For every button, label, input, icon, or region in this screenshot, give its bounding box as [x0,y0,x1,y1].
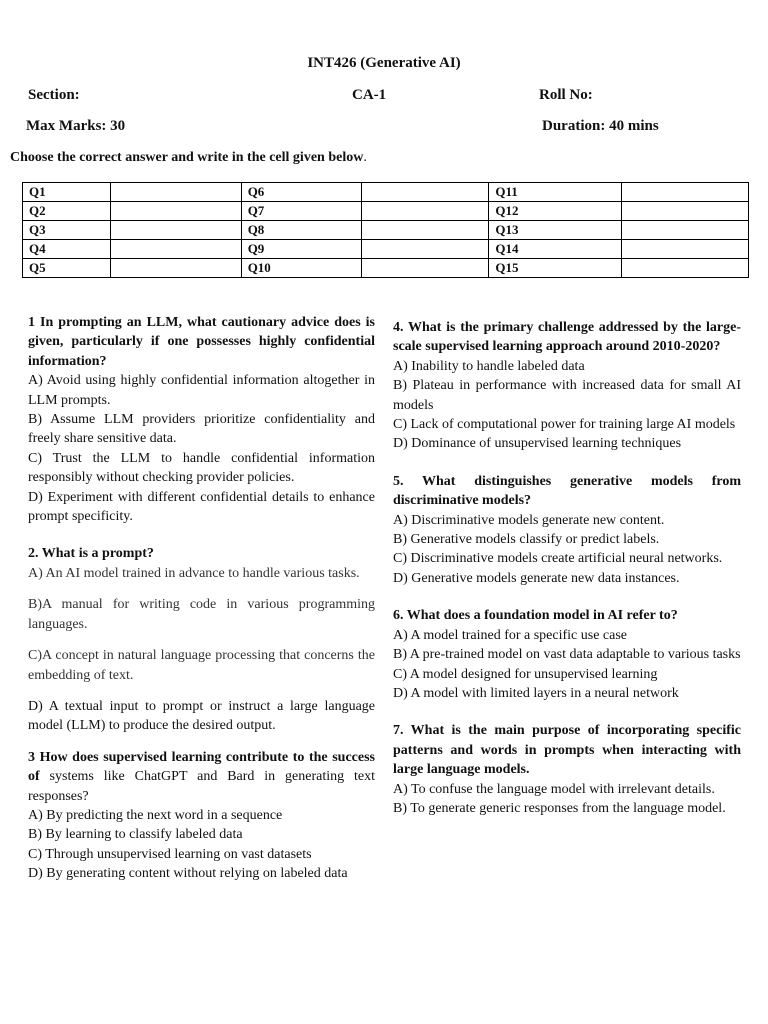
q4-option-a: A) Inability to handle labeled data [393,358,585,374]
answer-label: Q1 [23,183,111,202]
answer-cell[interactable] [622,221,749,240]
q2-option-d: D) A textual input to prompt or instruct a large language model (LLM) to produce the desired output. [28,698,375,734]
question-3 [28,748,375,806]
q5-option-a: A) Discriminative models generate new content. [393,512,665,528]
q2-option-c: C)A concept in natural language processing that concerns the embedding of text. [28,648,375,683]
instruction [10,150,367,166]
q1-option-b: B) Assume LLM providers prioritize confidentiality and freely share sensitive data. [28,412,375,447]
question-1: 1 In prompting an LLM, what cautionary advice does is given, particularly if one possesses highly confidential information? [28,315,375,369]
q1-option-d: D) Experiment with different confidential details to enhance prompt specificity. [28,489,375,525]
q3-option-b: B) By learning to classify labeled data [28,827,243,843]
question-5: 5. What distinguishes generative models from discriminative models? [393,473,741,509]
answer-label: Q10 [241,259,361,278]
answer-label: Q9 [241,240,361,259]
instruction-text: Choose the correct answer and write in the cell given below [10,150,364,165]
answer-cell[interactable] [361,240,489,259]
max-marks: Max Marks: 30 [26,118,126,134]
q7-option-a: A) To confuse the language model with irrelevant details. [393,781,715,797]
answer-label: Q2 [23,202,111,221]
q4-option-c: C) Lack of computational power for training large AI models [393,417,736,433]
answer-cell[interactable] [622,183,749,202]
q6-option-c: C) A model designed for unsupervised learning [393,666,658,682]
question-4: 4. What is the primary challenge addressed by the large-scale supervised learning approach around 2010-2020? [393,320,741,355]
answer-label: Q7 [241,202,361,221]
q6-option-d: D) A model with limited layers in a neural network [393,685,679,701]
question-2: 2. What is a prompt? [28,546,154,562]
right-column [393,318,741,818]
q5-option-c: C) Discriminative models create artificial neural networks. [393,551,723,567]
answer-cell[interactable] [110,183,241,202]
answer-cell[interactable] [110,240,241,259]
q2-option-a: A) An AI model trained in advance to handle various tasks. [28,565,360,581]
answer-cell[interactable] [361,259,489,278]
left-column [28,313,375,884]
answer-cell[interactable] [622,259,749,278]
q7-option-b: B) To generate generic responses from the language model. [393,800,726,816]
q3-option-c: C) Through unsupervised learning on vast datasets [28,846,312,862]
q1-option-a: A) Avoid using highly confidential information altogether in LLM prompts. [28,373,375,408]
answer-label: Q3 [23,221,111,240]
q4-option-b: B) Plateau in performance with increased data for small AI models [393,378,741,413]
answer-cell[interactable] [110,259,241,278]
answer-label: Q4 [23,240,111,259]
answer-label: Q5 [23,259,111,278]
q6-option-b: B) A pre-trained model on vast data adaptable to various tasks [393,647,741,663]
q3-option-d: D) By generating content without relying on labeled data [28,866,348,882]
ca-label: CA-1 [352,87,387,103]
q4-option-d: D) Dominance of unsupervised learning techniques [393,436,682,452]
answer-row [23,183,749,202]
answer-label: Q8 [241,221,361,240]
instruction-period: . [363,150,367,165]
section-label: Section: [28,87,80,103]
answer-row [23,221,749,240]
answer-label: Q6 [241,183,361,202]
q2-option-b: B)A manual for writing code in various programming languages. [28,597,375,632]
answer-label: Q15 [489,259,622,278]
q6-option-a: A) A model trained for a specific use case [393,627,628,643]
answer-row [23,259,749,278]
answer-grid [22,182,749,278]
roll-no-label: Roll No: [539,87,593,103]
question-7: 7. What is the main purpose of incorporating specific patterns and words in prompts when interacting with large language models. [393,723,741,778]
answer-label: Q11 [489,183,622,202]
q5-option-d: D) Generative models generate new data instances. [393,570,680,586]
question-6: 6. What does a foundation model in AI refer to? [393,608,678,624]
question-3-rest: systems like ChatGPT and Bard in generating text responses? [28,769,375,804]
question-3-bold: 3 How does supervised learning contribute to the success of [28,749,375,785]
q5-option-b: B) Generative models classify or predict labels. [393,532,660,548]
answer-cell[interactable] [361,202,489,221]
answer-cell[interactable] [110,221,241,240]
answer-cell[interactable] [361,183,489,202]
duration: Duration: 40 mins [542,118,659,134]
answer-cell[interactable] [361,221,489,240]
answer-cell[interactable] [622,240,749,259]
answer-label: Q12 [489,202,622,221]
q3-option-a: A) By predicting the next word in a sequence [28,807,283,823]
answer-row [23,202,749,221]
course-title: INT426 (Generative AI) [307,55,461,71]
q1-option-c: C) Trust the LLM to handle confidential information responsibly without checking provider policies. [28,450,375,486]
answer-row [23,240,749,259]
answer-label: Q14 [489,240,622,259]
answer-label: Q13 [489,221,622,240]
answer-cell[interactable] [110,202,241,221]
answer-cell[interactable] [622,202,749,221]
